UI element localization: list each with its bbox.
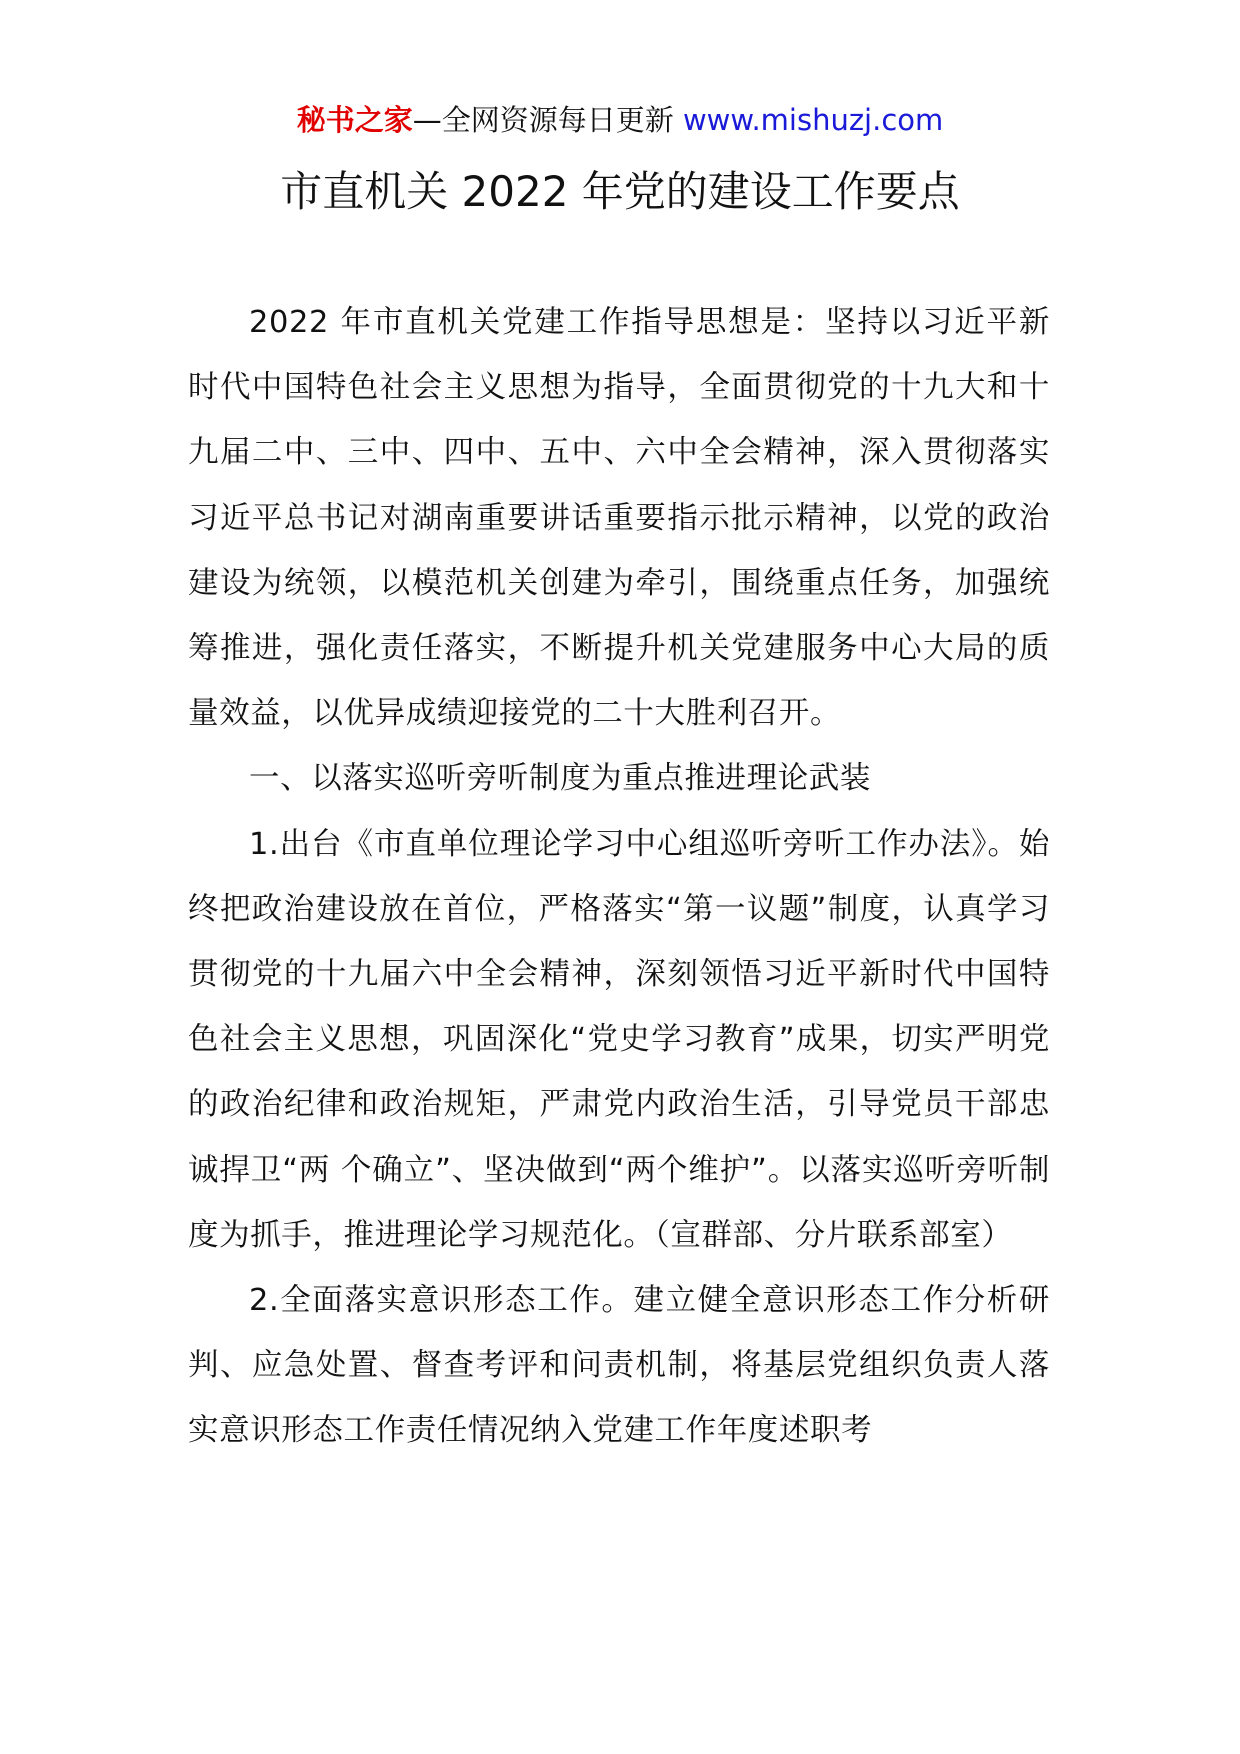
header-tagline: —全网资源每日更新 [412, 103, 674, 137]
site-header [0, 100, 1240, 140]
brand-name: 秘书之家 [296, 103, 413, 137]
paragraph-item-2: 2.全面落实意识形态工作。建立健全意识形态工作分析研判、应急处置、督查考评和问责机制，将基层党组织负责人落实意识形态工作责任情况纳入党建工作年度述职考 [188, 1283, 1050, 1449]
paragraph-item-1: 1.出台《市直单位理论学习中心组巡听旁听工作办法》。始终把政治建设放在首位，严格落实“第一议题”制度，认真学习贯彻党的十九届六中全会精神，深刻领悟习近平新时代中国特色社会主义思想，巩固深化“党史学习教育”成果，切实严明党的政治纪律和政治规矩，严肃党内政治生活，引导党员干部忠诚捍卫“两 个确立”、坚决做到“两个维护”。以落实巡听旁听制度为抓手，推进理论学习规范化。（宣群部、分片联系部室） [188, 826, 1050, 1253]
document-body [188, 290, 1050, 1464]
site-url-link[interactable]: www.mishuzj.com [682, 103, 944, 137]
document-title: 市直机关 2022 年党的建设工作要点 [280, 167, 960, 216]
paragraph-guiding-thought: 2022 年市直机关党建工作指导思想是：坚持以习近平新时代中国特色社会主义思想为指导，全面贯彻党的十九大和十九届二中、三中、四中、五中、六中全会精神，深入贯彻落实习近平总书记对湖南重要讲话重要指示批示精神，以党的政治建设为统领，以模范机关创建为牵引，围绕重点任务，加强统筹推进，强化责任落实，不断提升机关党建服务中心大局的质量效益，以优异成绩迎接党的二十大胜利召开。 [188, 305, 1050, 732]
section-heading-1: 一、以落实巡听旁听制度为重点推进理论武装 [249, 761, 871, 797]
